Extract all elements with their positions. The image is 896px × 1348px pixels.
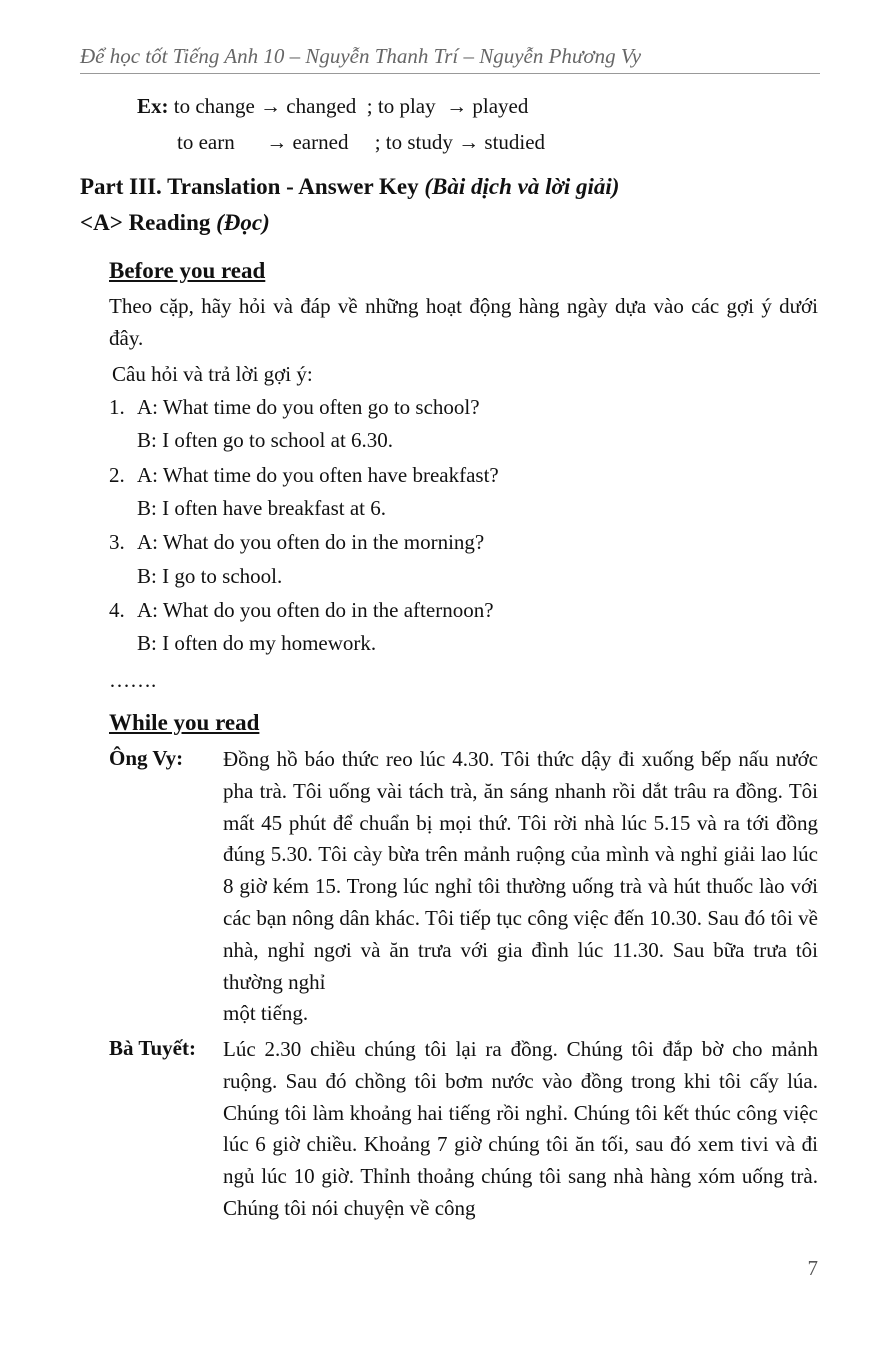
section-a-italic: (Đọc) bbox=[216, 210, 270, 235]
speaker-ong-vy: Ông Vy: bbox=[109, 746, 184, 770]
speaker1-text-last: một tiếng. bbox=[223, 1001, 309, 1026]
arrow-icon: → bbox=[260, 94, 282, 118]
ellipsis: ……. bbox=[109, 668, 157, 692]
speaker1-paragraph bbox=[223, 744, 818, 1030]
before-intro: Theo cặp, hãy hỏi và đáp về những hoạt động hàng ngày dựa vào các gợi ý dưới đây. bbox=[109, 294, 818, 350]
running-header: Để học tốt Tiếng Anh 10 – Nguyễn Thanh Trí – Nguyễn Phương Vy bbox=[80, 44, 820, 74]
example-label: Ex: bbox=[137, 94, 169, 118]
answer-b: B: I often have breakfast at 6. bbox=[137, 496, 386, 520]
item-number: 3. bbox=[109, 530, 125, 554]
arrow-icon: → bbox=[446, 94, 468, 118]
example-base: to study bbox=[385, 130, 453, 154]
arrow-icon: → bbox=[266, 130, 288, 154]
answer-b: B: I often go to school at 6.30. bbox=[137, 428, 394, 452]
answer-b: B: I go to school. bbox=[137, 564, 283, 588]
part-title-italic: (Bài dịch và lời giải) bbox=[424, 174, 620, 199]
question-a: A: What time do you often have breakfast? bbox=[137, 463, 499, 487]
while-title: While you read bbox=[109, 710, 260, 735]
item-number: 2. bbox=[109, 463, 125, 487]
example-base: to change bbox=[173, 94, 255, 118]
example-row-2 bbox=[177, 130, 545, 155]
example-base: to earn bbox=[177, 130, 235, 154]
separator: ; bbox=[374, 130, 381, 154]
answer-b: B: I often do my homework. bbox=[137, 631, 377, 655]
section-a-title bbox=[80, 210, 270, 236]
part-title-main: Part III. Translation - Answer Key bbox=[80, 174, 419, 199]
speaker-ba-tuyet: Bà Tuyết: bbox=[109, 1036, 196, 1060]
question-a: A: What do you often do in the afternoon? bbox=[137, 598, 494, 622]
page-number: 7 bbox=[807, 1256, 818, 1280]
speaker2-paragraph: Lúc 2.30 chiều chúng tôi lại ra đồng. Chúng tôi đắp bờ cho mảnh ruộng. Sau đó chồng tôi bơm nước vào đồng trong khi tôi cấy lúa. Chúng tôi làm khoảng hai tiếng rồi nghỉ. Chúng tôi kết thúc công việc lúc 6 giờ chiều. Khoảng 7 giờ chúng tôi ăn tối, sau đó xem tivi và đi ngủ lúc 10 giờ. Thỉnh thoảng chúng tôi sang nhà hàng xóm uống trà. Chúng tôi nói chuyện về công bbox=[223, 1037, 818, 1220]
separator: ; bbox=[366, 94, 373, 118]
question-a: A: What time do you often go to school? bbox=[137, 395, 480, 419]
part-title bbox=[80, 174, 619, 200]
example-past: played bbox=[472, 94, 529, 118]
example-base: to play bbox=[377, 94, 436, 118]
section-a-main: <A> Reading bbox=[80, 210, 211, 235]
example-past: earned bbox=[292, 130, 349, 154]
example-past: changed bbox=[286, 94, 357, 118]
example-row-1 bbox=[137, 94, 528, 119]
before-title: Before you read bbox=[109, 258, 266, 283]
item-number: 1. bbox=[109, 395, 125, 419]
question-a: A: What do you often do in the morning? bbox=[137, 530, 485, 554]
hint-label: Câu hỏi và trả lời gợi ý: bbox=[112, 362, 313, 386]
item-number: 4. bbox=[109, 598, 125, 622]
arrow-icon: → bbox=[458, 130, 480, 154]
speaker1-text: Đồng hồ báo thức reo lúc 4.30. Tôi thức dậy đi xuống bếp nấu nước pha trà. Tôi uống vài tách trà, ăn sáng nhanh rồi dắt trâu ra đồng. Tôi mất 45 phút để chuẩn bị mọi thứ. Tôi rời nhà lúc 5.15 và ra tới đồng đúng 5.30. Tôi cày bừa trên mảnh ruộng của mình và nghỉ giải lao lúc 8 giờ kém 15. Trong lúc nghỉ tôi thường uống trà và hút thuốc lào với các bạn nông dân khác. Tôi tiếp tục công việc đến 10.30. Sau đó tôi về nhà, nghỉ ngơi và ăn trưa với gia đình lúc 11.30. Sau bữa trưa tôi thường nghỉ bbox=[223, 747, 818, 994]
example-past: studied bbox=[484, 130, 546, 154]
